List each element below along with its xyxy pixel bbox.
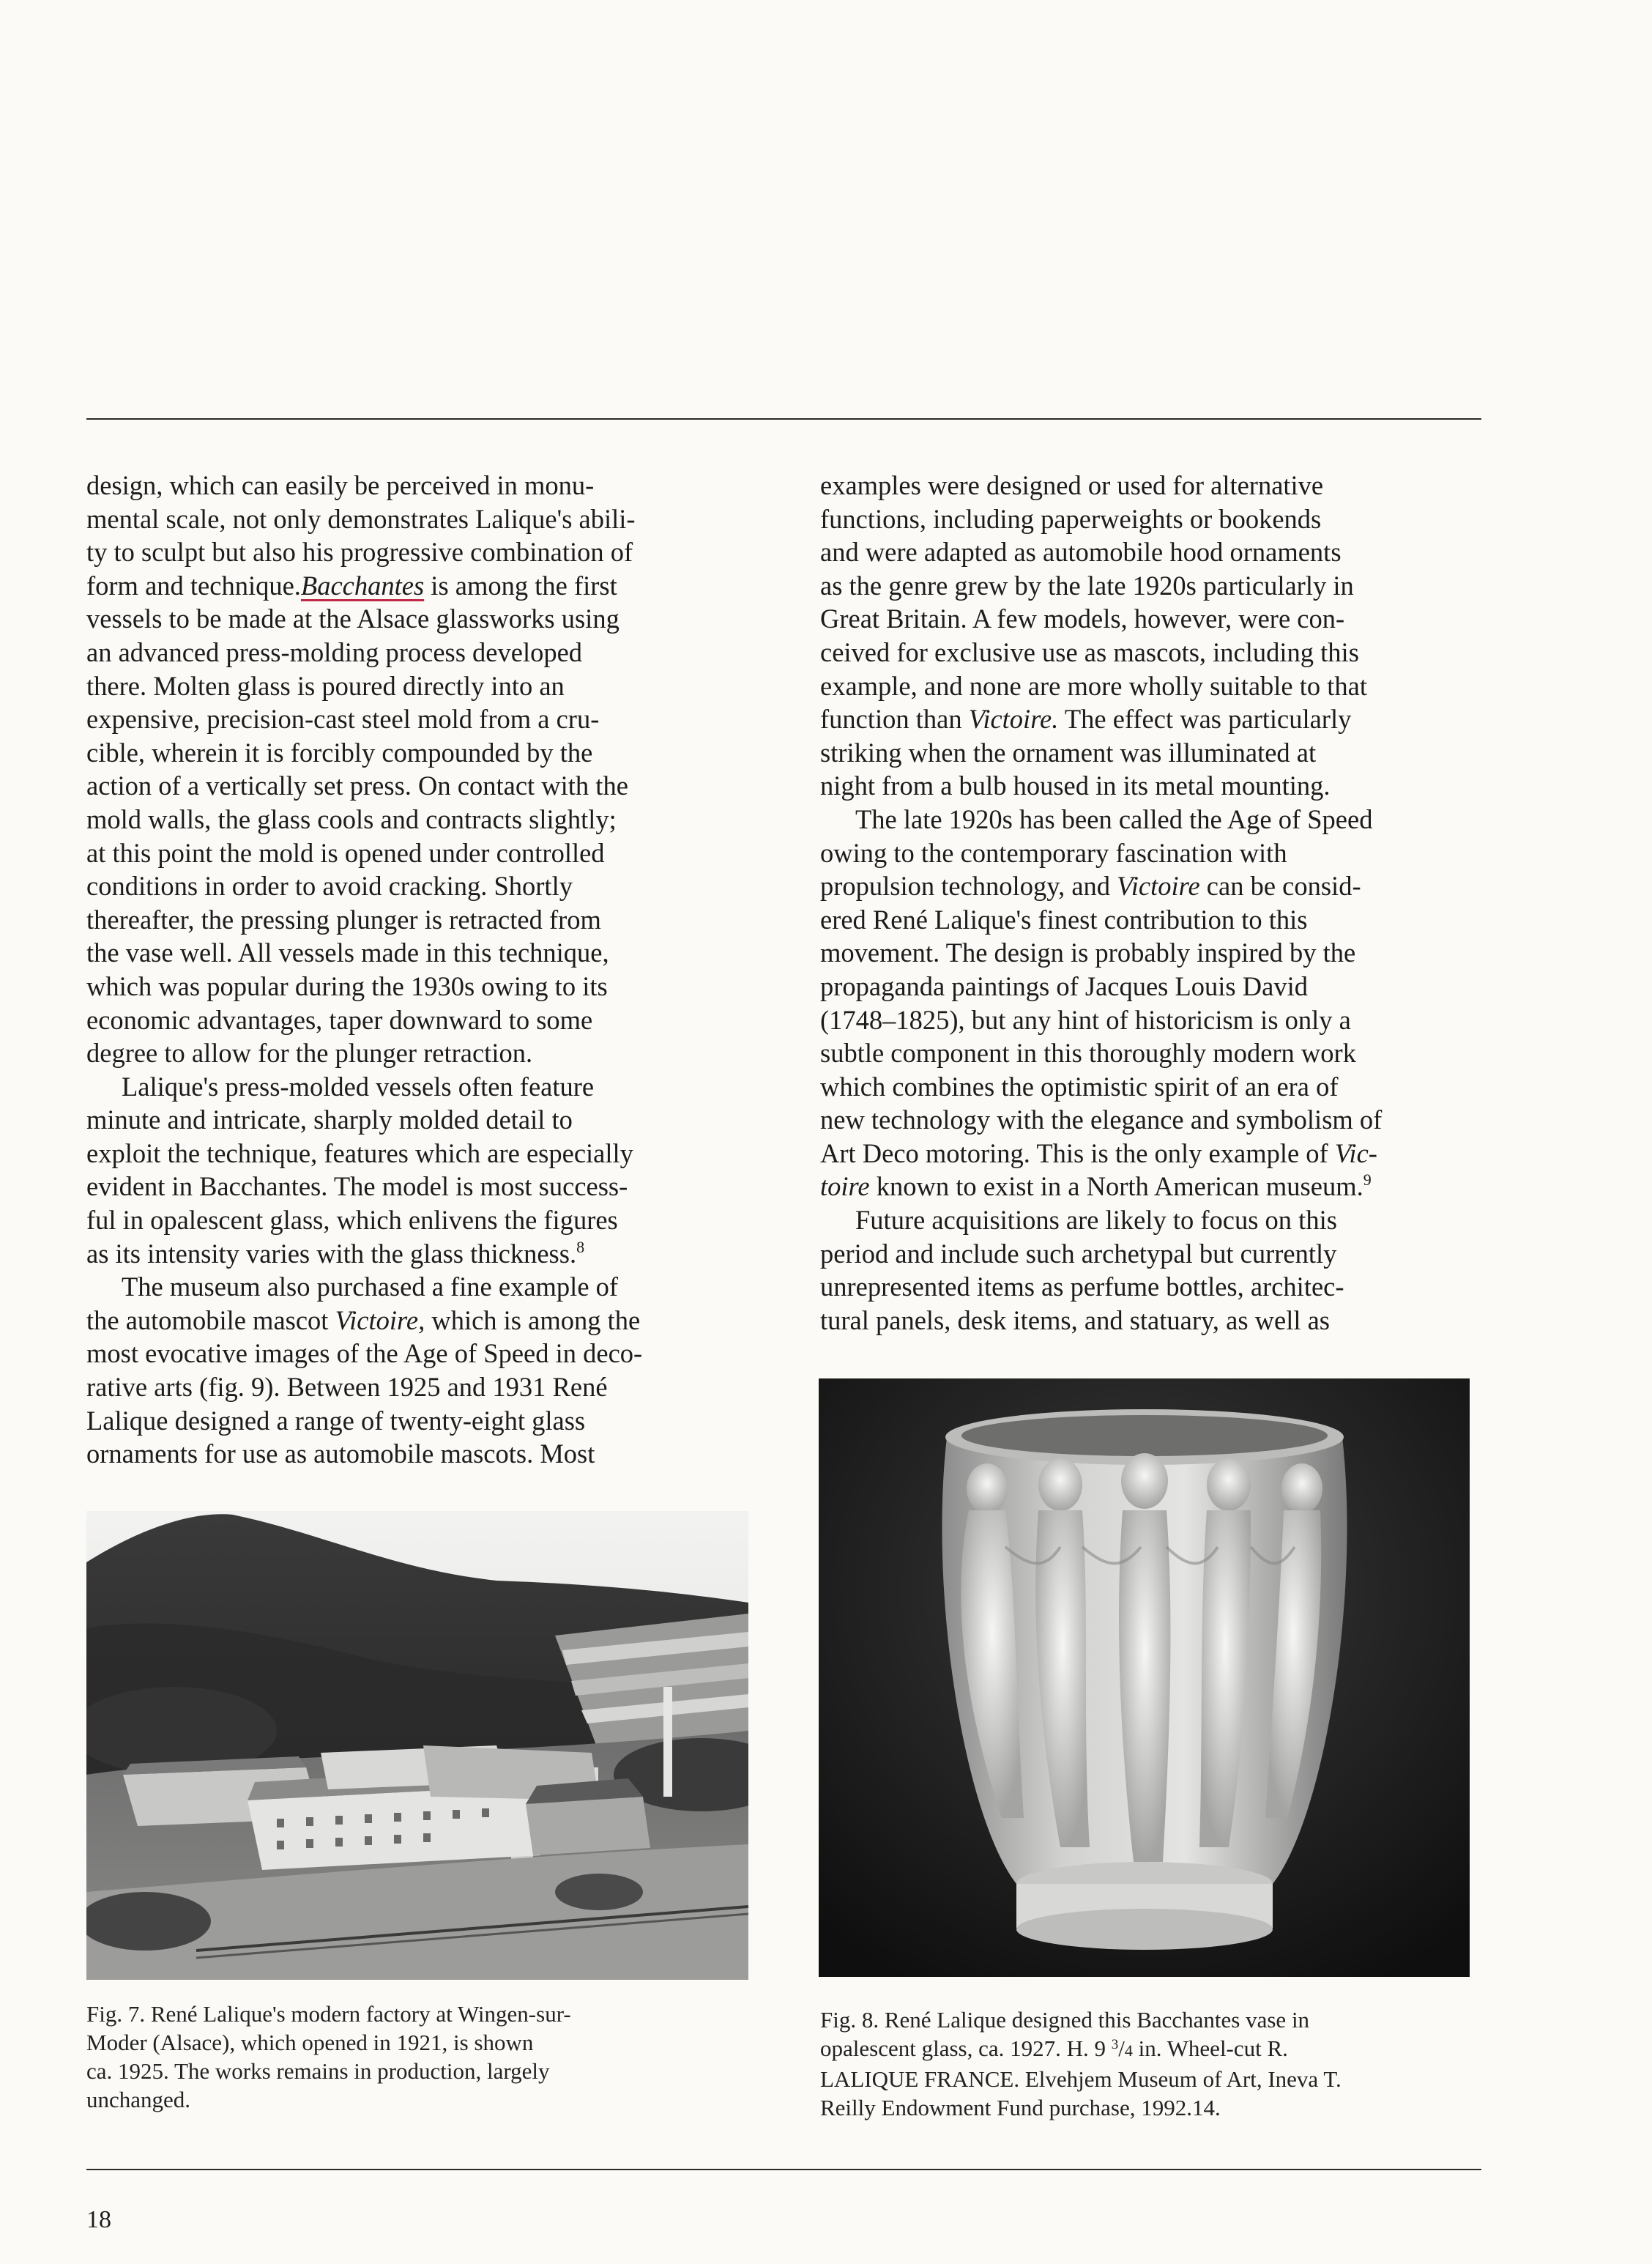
text-line: ty to sculpt but also his progressive combination of — [86, 537, 633, 568]
text-line: Art Deco motoring. This is the only example of Vic- — [820, 1137, 1377, 1168]
text-line: the automobile mascot Victoire, which is among the — [86, 1304, 641, 1335]
text-line: as its intensity varies with the glass thickness.$^8$ — [86, 1237, 585, 1269]
text-line: cible, wherein it is forcibly compounded by the — [86, 737, 593, 768]
text-line: The museum also purchased a fine example of — [122, 1272, 619, 1302]
text-line: owing to the contemporary fascination with — [820, 837, 1287, 868]
text-line: most evocative images of the Age of Speed in deco- — [86, 1338, 643, 1369]
text-line: toire known to exist in a North American museum.$^9$ — [820, 1170, 1372, 1202]
text-line: example, and none are more wholly suitable to that — [820, 670, 1368, 701]
text-line: which combines the optimistic spirit of an era of — [820, 1071, 1339, 1102]
caption-line: Fig. 8. René Lalique designed this Bacchantes vase in — [820, 2007, 1310, 2033]
text-line: as the genre grew by the late 1920s particularly in — [820, 570, 1354, 601]
left-paragraph-3 — [86, 1270, 767, 1471]
right-paragraph-1 — [820, 469, 1501, 803]
footnote-ref: 9 — [1363, 1170, 1372, 1189]
text-line: action of a vertically set press. On contact with the — [86, 771, 628, 801]
text-line: new technology with the elegance and symbolism of — [820, 1105, 1383, 1135]
text-line: ceived for exclusive use as mascots, including this — [820, 636, 1359, 667]
caption-line: Fig. 7. René Lalique's modern factory at Wingen-sur- — [86, 2001, 571, 2027]
left-paragraph-2 — [86, 1070, 767, 1271]
page-number: 18 — [86, 2206, 111, 2233]
factory-photo — [86, 1511, 748, 1980]
text-line: and were adapted as automobile hood ornaments — [820, 537, 1342, 568]
text-line: form and technique.Bacchantes is among the first — [86, 570, 617, 601]
text-line: evident in Bacchantes. The model is most success- — [86, 1171, 628, 1202]
text-line: conditions in order to avoid cracking. Shortly — [86, 871, 573, 902]
text-line: an advanced press-molding process developed — [86, 636, 583, 667]
bacchantes-vase-photo — [819, 1378, 1470, 1977]
text-line: degree to allow for the plunger retraction. — [86, 1038, 533, 1069]
text-line: economic advantages, taper downward to some — [86, 1004, 593, 1035]
text-line: propulsion technology, and Victoire can be consid- — [820, 871, 1361, 902]
text-line: examples were designed or used for alternative — [820, 470, 1324, 500]
fig8-caption — [820, 2005, 1501, 2122]
text-line: propaganda paintings of Jacques Louis David — [820, 970, 1308, 1001]
text-line: minute and intricate, sharply molded detail to — [86, 1105, 573, 1135]
text-line: which was popular during the 1930s owing to its — [86, 970, 608, 1001]
text-line: the vase well. All vessels made in this technique, — [86, 938, 609, 968]
text-line: ered René Lalique's finest contribution to this — [820, 904, 1308, 935]
text-line: mental scale, not only demonstrates Lalique's abili- — [86, 503, 636, 534]
text-line: movement. The design is probably inspired by the — [820, 938, 1356, 968]
text-line: Future acquisitions are likely to focus on this — [855, 1205, 1337, 1236]
text-line: exploit the technique, features which are especially — [86, 1137, 633, 1168]
bacchantes-title-underlined: Bacchantes — [300, 570, 425, 601]
text-line: design, which can easily be perceived in monu- — [86, 470, 595, 500]
right-paragraph-2 — [820, 803, 1501, 1203]
text-line: Lalique's press-molded vessels often feature — [122, 1071, 595, 1102]
text-line: striking when the ornament was illuminated at — [820, 737, 1317, 768]
text-line: ornaments for use as automobile mascots. Most — [86, 1439, 595, 1469]
left-paragraph-1 — [86, 469, 767, 1070]
text-line: expensive, precision-cast steel mold from a cru- — [86, 704, 600, 735]
footnote-ref: 8 — [576, 1237, 585, 1256]
text-line: Lalique designed a range of twenty-eight glass — [86, 1405, 586, 1436]
text-line: Great Britain. A few models, however, were con- — [820, 604, 1345, 634]
text-line: mold walls, the glass cools and contracts slightly; — [86, 803, 617, 834]
text-line: vessels to be made at the Alsace glassworks using — [86, 604, 620, 634]
text-line: The late 1920s has been called the Age of Speed — [855, 803, 1373, 834]
text-line: night from a bulb housed in its metal mounting. — [820, 771, 1331, 801]
vase-graphic — [819, 1378, 1470, 1977]
text-line: at this point the mold is opened under controlled — [86, 837, 605, 868]
text-line: (1748–1825), but any hint of historicism is only a — [820, 1004, 1351, 1035]
left-column-text — [86, 469, 767, 1471]
text-line: there. Molten glass is poured directly into an — [86, 670, 565, 701]
caption-line: Reilly Endowment Fund purchase, 1992.14. — [820, 2095, 1221, 2120]
factory-photo-graphic — [86, 1511, 748, 1980]
right-paragraph-3 — [820, 1203, 1501, 1337]
text-line: functions, including paperweights or bookends — [820, 503, 1322, 534]
right-column-text — [820, 469, 1501, 1337]
text-line: subtle component in this thoroughly modern work — [820, 1038, 1356, 1069]
text-line: ful in opalescent glass, which enlivens the figures — [86, 1205, 618, 1236]
caption-line: opalescent glass, ca. 1927. H. 9 $^3$/4 in. Wheel-cut R. — [820, 2035, 1288, 2061]
text-line: period and include such archetypal but currently — [820, 1238, 1337, 1269]
caption-line: ca. 1925. The works remains in production, largely — [86, 2058, 550, 2084]
caption-line: Moder (Alsace), which opened in 1921, is shown — [86, 2030, 534, 2055]
text-line: thereafter, the pressing plunger is retracted from — [86, 904, 601, 935]
footer-rule — [86, 2169, 1481, 2170]
text-line: unrepresented items as perfume bottles, architec- — [820, 1272, 1344, 1302]
text-line: tural panels, desk items, and statuary, as well as — [820, 1304, 1331, 1335]
caption-line: LALIQUE FRANCE. Elvehjem Museum of Art, Ineva T. — [820, 2066, 1342, 2092]
header-rule — [86, 418, 1481, 420]
fig7-caption — [86, 2000, 789, 2114]
text-line: function than Victoire. The effect was particularly — [820, 704, 1352, 735]
text-line: rative arts (fig. 9). Between 1925 and 1931 René — [86, 1372, 608, 1403]
caption-line: unchanged. — [86, 2087, 191, 2112]
